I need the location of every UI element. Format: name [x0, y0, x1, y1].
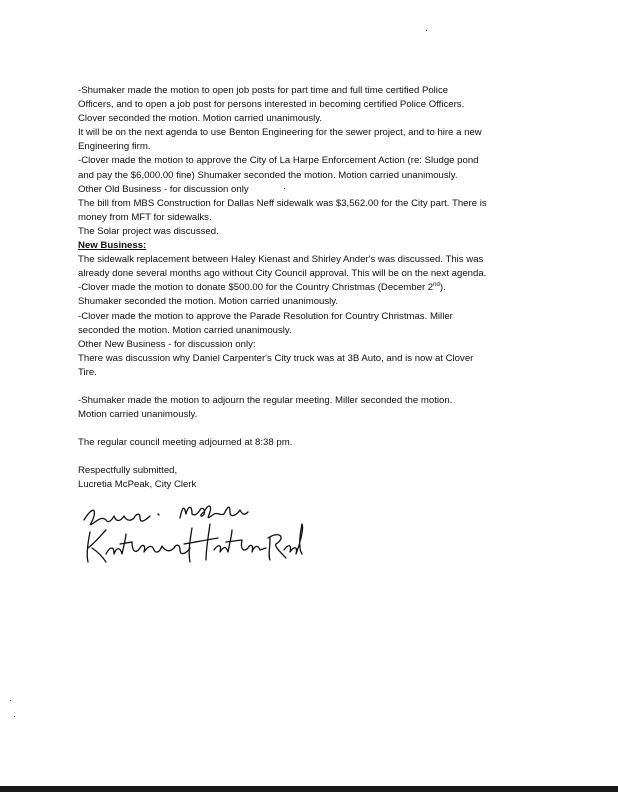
signature-stroke — [84, 510, 150, 525]
text-line: -Shumaker made the motion to adjourn the regular meeting. Miller seconded the motion. — [78, 394, 453, 406]
text-line: -Shumaker made the motion to open job posts for part time and full time certified Police — [78, 85, 449, 96]
section-heading-new-business: New Business: — [78, 240, 147, 252]
text-line: Clover seconded the motion. Motion carried unanimously. — [78, 113, 323, 125]
text-line: Other Old Business - for discussion only — [78, 183, 249, 195]
text-line: Officers, and to open a job post for persons interested in becoming certified Police Officers. — [78, 99, 465, 111]
text-line: It will be on the next agenda to use Benton Engineering for the sewer project, and to hire a new — [78, 127, 482, 139]
signature-stroke — [184, 524, 218, 562]
text-line: Shumaker seconded the motion. Motion carried unanimously. — [78, 296, 339, 308]
text-line: -Clover made the motion to approve the City of La Harpe Enforcement Action (re: Sludge pond — [78, 155, 479, 167]
donation-line — [78, 281, 548, 295]
text-line: Tire. — [78, 366, 97, 378]
handwritten-signatures — [80, 498, 310, 568]
text-line: seconded the motion. Motion carried unanimously. — [78, 324, 292, 336]
text-line: and pay the $6,000.00 fine) Shumaker seconded the motion. Motion carried unanimously. — [78, 169, 458, 181]
text-line: -Clover made the motion to approve the Parade Resolution for Country Christmas. Miller — [78, 310, 453, 322]
signature-stroke — [180, 506, 248, 518]
text-line: The sidewalk replacement between Haley Kienast and Shirley Ander's was discussed. This was — [78, 254, 484, 266]
scan-speck — [14, 716, 15, 717]
scan-edge-bar — [0, 786, 618, 792]
adjourned-line: The regular council meeting adjourned at 8:38 pm. — [78, 437, 293, 449]
blank-line — [78, 422, 548, 436]
blank-line — [78, 450, 548, 464]
text-line: money from MFT for sidewalks. — [78, 211, 212, 223]
text-line: Motion carried unanimously. — [78, 409, 198, 421]
clerk-line: Lucretia McPeak, City Clerk — [78, 479, 197, 491]
donation-tail: ). — [439, 282, 446, 294]
blank-line — [78, 380, 548, 394]
text-line: already done several months ago without City Council approval. This will be on the next agenda. — [78, 268, 487, 280]
text-line: Engineering firm. — [78, 141, 151, 153]
text-line: Other New Business - for discussion only: — [78, 338, 256, 350]
minutes-body — [78, 84, 548, 492]
scan-speck — [426, 30, 427, 31]
scan-speck — [10, 700, 11, 701]
ordinal-superscript: nd — [433, 282, 440, 289]
signature-stroke — [106, 534, 190, 554]
signature-stroke — [214, 530, 266, 552]
text-line: The bill from MBS Construction for Dallas Neff sidewalk was $3,562.00 for the City part. There is — [78, 197, 487, 209]
signature-stroke — [158, 514, 159, 515]
text-line: The Solar project was discussed. — [78, 225, 219, 237]
closing-line: Respectfully submitted, — [78, 465, 178, 477]
donation-text: -Clover made the motion to donate $500.00 for the Country Christmas (December 2 — [78, 282, 434, 294]
signature-stroke — [268, 524, 303, 560]
signature-stroke — [87, 530, 106, 562]
text-line: There was discussion why Daniel Carpenter's City truck was at 3B Auto, and is now at Clover — [78, 352, 474, 364]
